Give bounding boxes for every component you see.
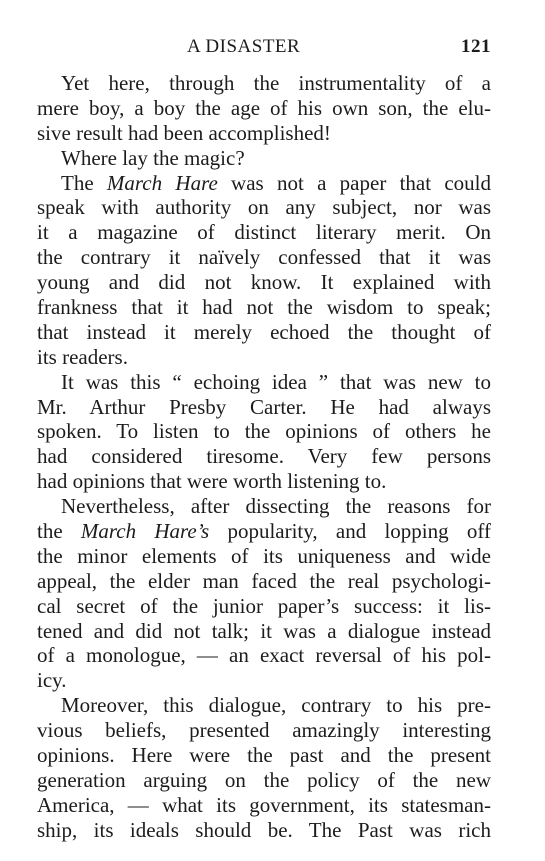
text-segment: sive result had been accomplished! [37, 120, 331, 145]
text-segment: The [61, 170, 107, 195]
text-segment: Where lay the magic? [61, 145, 245, 170]
text-line [37, 544, 491, 569]
text-line [37, 668, 491, 693]
text-line [37, 594, 491, 619]
text-line [37, 643, 491, 668]
text-line [37, 270, 491, 295]
text-segment: of a monologue, — an exact reversal of his pol- [37, 643, 491, 668]
text-segment: opinions. Here were the past and the present [37, 743, 491, 768]
text-segment: popularity, and lopping off [209, 519, 491, 544]
text-segment: It was this “ echoing idea ” that was new to [61, 369, 491, 394]
text-line [37, 395, 491, 420]
running-header [37, 36, 491, 58]
text-line [37, 419, 491, 444]
text-line [37, 793, 491, 818]
text-line [37, 121, 491, 146]
text-segment: the contrary it naïvely confessed that it was [37, 245, 491, 270]
text-line [37, 195, 491, 220]
text-line [37, 345, 491, 370]
text-segment: speak with authority on any subject, nor was [37, 195, 491, 220]
text-segment: it a magazine of distinct literary merit. On [37, 220, 491, 245]
running-title: A DISASTER [187, 36, 301, 57]
body-text [37, 71, 491, 843]
text-segment: its readers. [37, 344, 128, 369]
text-line [37, 768, 491, 793]
text-line [37, 96, 491, 121]
text-segment: had opinions that were worth listening to. [37, 469, 387, 494]
text-line [37, 146, 491, 171]
text-line [37, 818, 491, 843]
text-segment: cal secret of the junior paper’s success: it lis- [37, 593, 491, 618]
text-line [37, 743, 491, 768]
italic-title: March Hare [106, 170, 218, 195]
text-segment: Moreover, this dialogue, contrary to his pre- [61, 693, 491, 718]
text-line [37, 71, 491, 96]
text-segment: the [37, 519, 81, 544]
text-line [37, 245, 491, 270]
text-line [37, 494, 491, 519]
text-line [37, 220, 491, 245]
text-line [37, 569, 491, 594]
text-segment: had considered tiresome. Very few persons [37, 444, 491, 469]
italic-title: March Hare’s [80, 519, 210, 544]
text-segment: appeal, the elder man faced the real psychologi- [37, 568, 491, 593]
text-line [37, 469, 491, 494]
text-segment: that instead it merely echoed the thought of [37, 319, 491, 344]
text-line [37, 619, 491, 644]
text-segment: tened and did not talk; it was a dialogue instead [37, 618, 491, 643]
text-segment: Yet here, through the instrumentality of a [61, 71, 491, 95]
text-line [37, 370, 491, 395]
text-segment: the minor elements of its uniqueness and wide [37, 543, 491, 568]
text-segment: young and did not know. It explained with [37, 270, 491, 295]
text-line [37, 444, 491, 469]
text-segment: Nevertheless, after dissecting the reasons for [61, 494, 491, 519]
text-line [37, 519, 491, 544]
text-segment: vious beliefs, presented amazingly interesting [37, 718, 491, 743]
text-segment: generation arguing on the policy of the new [37, 767, 491, 792]
text-line [37, 295, 491, 320]
text-line [37, 718, 491, 743]
text-segment: America, — what its government, its statesman- [37, 792, 491, 817]
text-segment: spoken. To listen to the opinions of others he [37, 419, 491, 444]
text-segment: mere boy, a boy the age of his own son, the elu- [37, 95, 491, 120]
text-line [37, 320, 491, 345]
text-segment: ship, its ideals should be. The Past was rich [37, 817, 491, 842]
text-line [37, 171, 491, 196]
text-segment: frankness that it had not the wisdom to speak; [37, 295, 491, 320]
text-segment: icy. [37, 668, 67, 693]
page-number: 121 [461, 36, 491, 57]
text-segment: was not a paper that could [217, 170, 491, 195]
text-line [37, 693, 491, 718]
text-segment: Mr. Arthur Presby Carter. He had always [37, 394, 491, 419]
